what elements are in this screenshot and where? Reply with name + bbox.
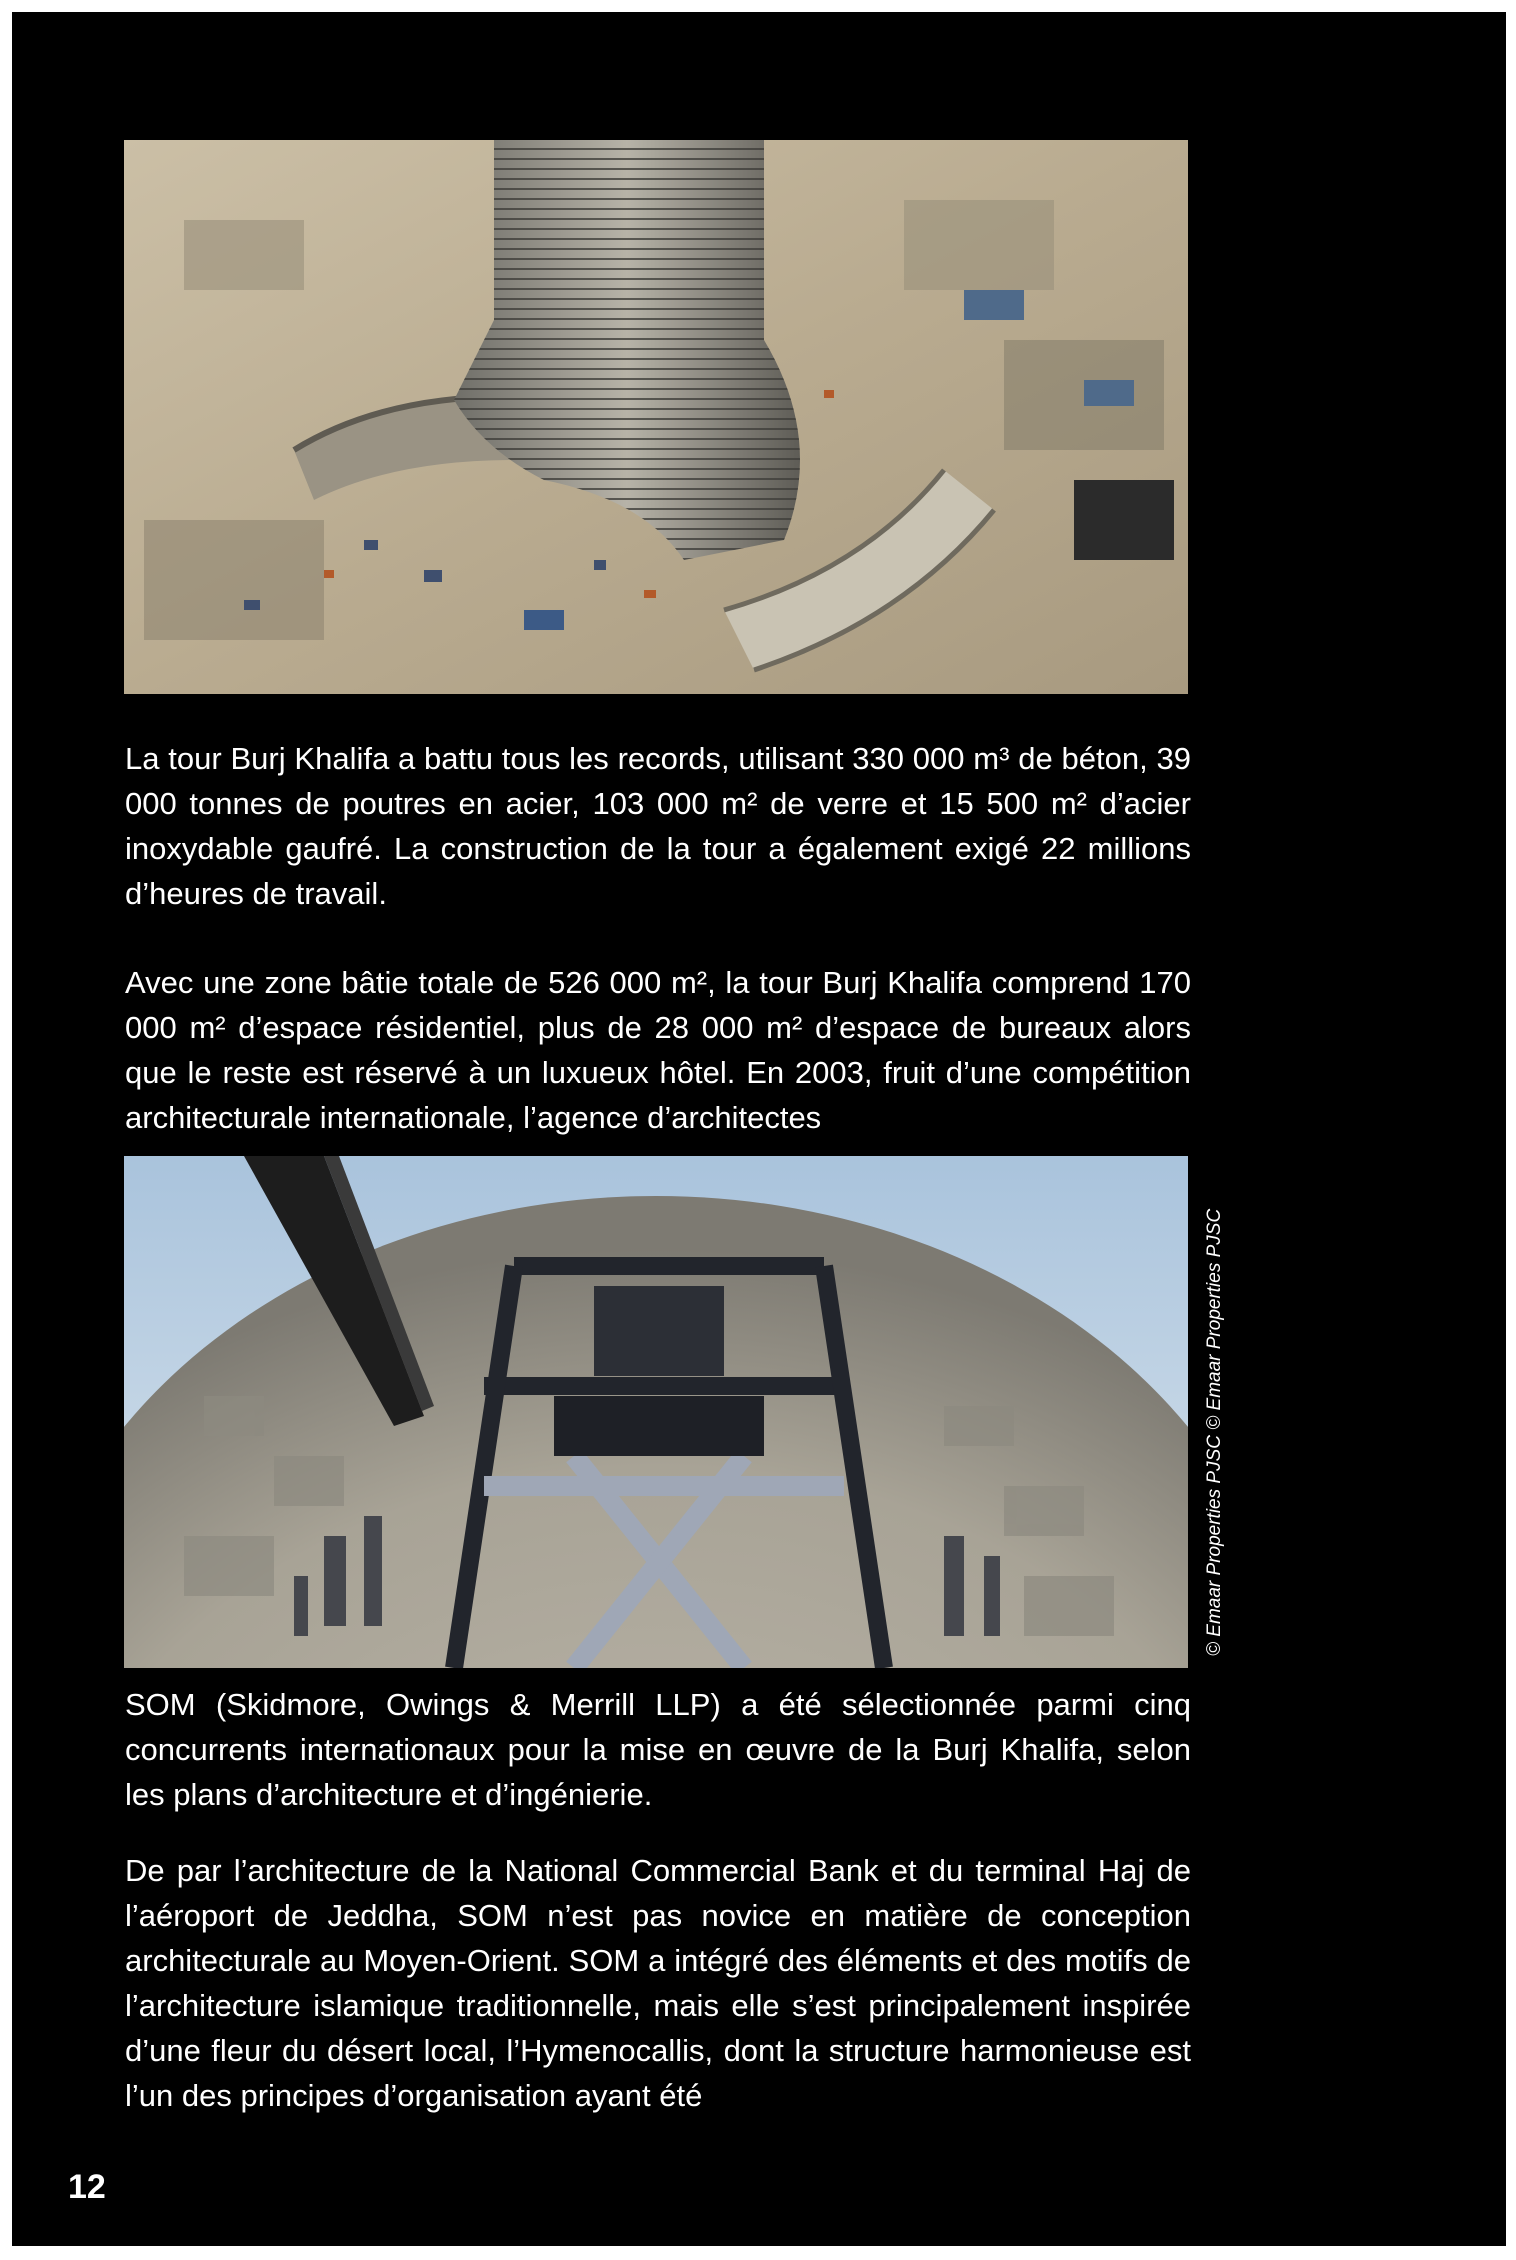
paragraph-records: La tour Burj Khalifa a battu tous les records, utilisant 330 000 m³ de béton, 39 000 tonnes de poutres en acier, 103 000 m² de verre et 15 500 m² d’acier inoxydable gaufré. La construction de la tour a également exigé 22 millions d’heures de travail. [125, 741, 1191, 911]
construction-site-photo [124, 140, 1188, 694]
paragraph-som-selection: SOM (Skidmore, Owings & Merrill LLP) a été sélectionnée parmi cinq concurrents internationaux pour la mise en œuvre de la Burj Khalifa, selon les plans d’architecture et d’ingénierie. [125, 1687, 1191, 1812]
document-page [12, 12, 1506, 2246]
paragraph-som-inspiration: De par l’architecture de la National Commercial Bank et du terminal Haj de l’aéroport de Jeddha, SOM n’est pas novice en matière de conception architecturale au Moyen-Orient. SOM a intégré des éléments et des motifs de l’architecture islamique traditionnelle, mais elle s’est principalement inspirée d’une fleur du désert local, l’Hymenocallis, dont la structure harmonieuse est l’un des principes d’organisation ayant été [125, 1853, 1191, 2113]
tower-top-fisheye-photo [124, 1156, 1188, 1668]
page-number: 12 [68, 2168, 106, 2206]
paragraph-surfaces: Avec une zone bâtie totale de 526 000 m², la tour Burj Khalifa comprend 170 000 m² d’espace résidentiel, plus de 28 000 m² d’espace de bureaux alors que le reste est réservé à un luxueux hôtel. En 2003, fruit d’une compétition architecturale internationale, l’agence d’architectes [125, 965, 1191, 1135]
photo-credit: © Emaar Properties PJSC © Emaar Properties PJSC [1204, 1208, 1225, 1656]
